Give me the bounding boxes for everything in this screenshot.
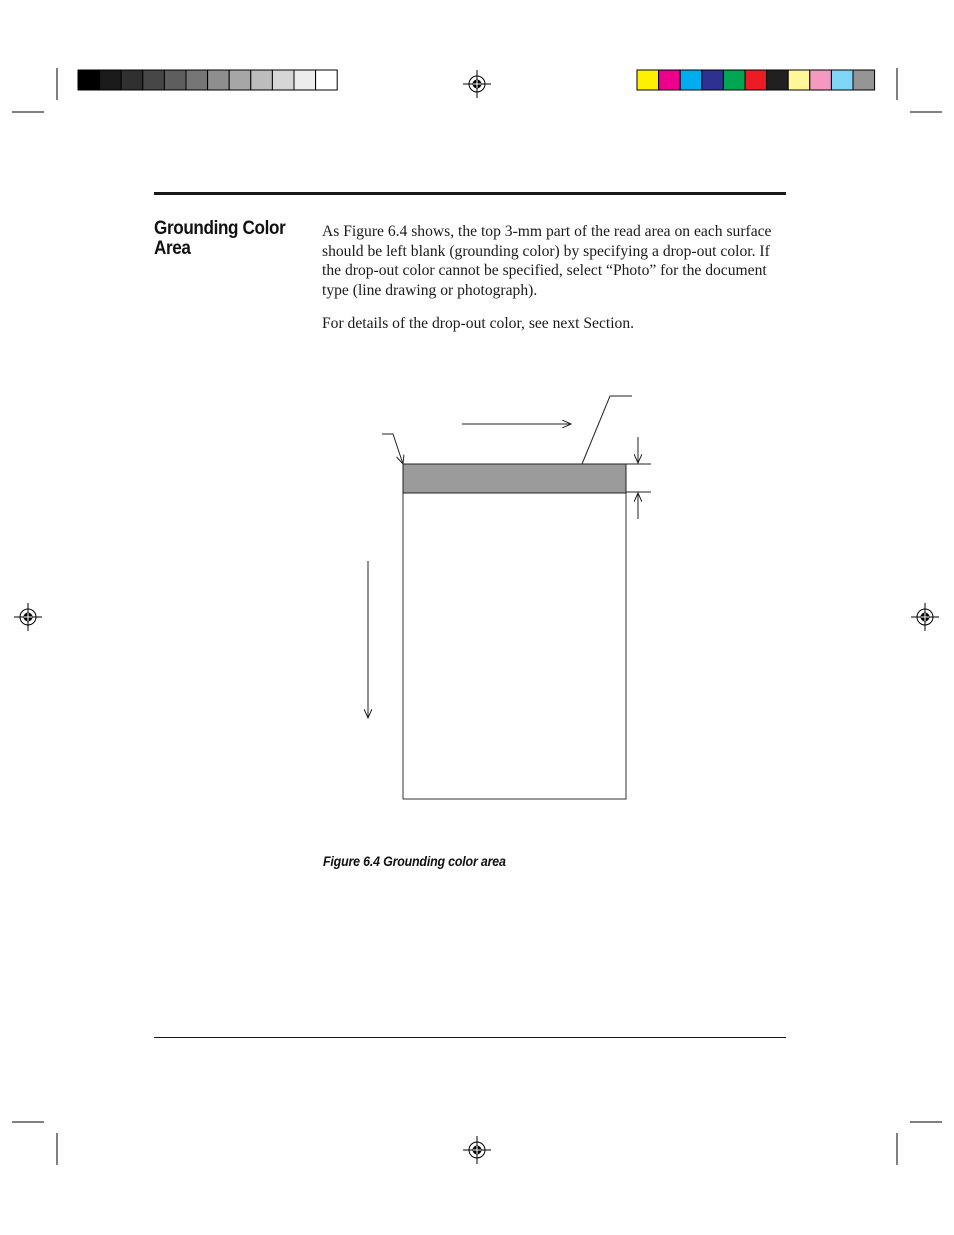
body-paragraph-1: As Figure 6.4 shows, the top 3-mm part of the read area on each surface should be left blank (grounding color) by specifying a drop-out color. If the drop-out color cannot be specified, select “Photo” for the document type (line drawing or photograph). [322,223,772,299]
figure-caption: Figure 6.4 Grounding color area [323,854,506,869]
corner-leader-arrow [382,434,403,464]
document-read-area [403,493,626,799]
body-paragraph-2: For details of the drop-out color, see next Section. [322,315,635,332]
footer-rule [154,1037,786,1038]
band-leader-line [582,396,632,464]
section-heading: Grounding Color Area [154,218,286,259]
grounding-color-band [403,464,626,493]
